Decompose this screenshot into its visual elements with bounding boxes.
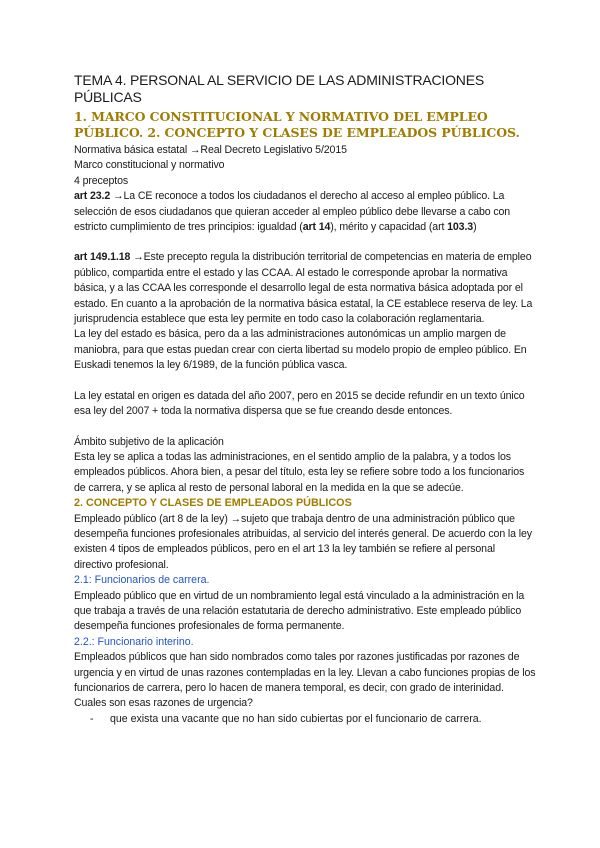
- article-ref: art 23.2: [74, 190, 111, 203]
- paragraph-funcionarios-carrera: Empleado público que en virtud de un nombramiento legal está vinculado a la administración en la que trabaja a través de una relación estatutaria de derecho administrativo. Este empleado público desempeña funciones profesionales de forma permanente.: [74, 589, 525, 633]
- paragraph-text: ): [473, 221, 477, 234]
- article-ref: art 14: [302, 221, 331, 234]
- paragraph-ley-basica: La ley del estado es básica, pero da a las administraciones autonómicas un amplio margen de maniobra, para que estas puedan crear con cierta libertad su modelo propio de empleo público. En Euskadi tenemos la ley 6/1989, de la función pública vasca.: [74, 328, 527, 372]
- spacer: [74, 235, 536, 250]
- paragraph-ambito: Esta ley se aplica a todas las administraciones, en el sentido amplio de la palabra, y a todos los empleados públicos. Ahora bien, a pesar del título, esta ley se refiere sobre todo a los funcionarios de carrera, y se aplica al resto de personal laboral en la medida en la que se adecúe.: [74, 450, 525, 494]
- article-ref: art 149.1.18: [74, 251, 131, 264]
- ambito-title: Ámbito subjetivo de la aplicación: [74, 435, 224, 448]
- subheading-2-1: 2.1: Funcionarios de carrera.: [74, 574, 210, 587]
- list-item: [74, 712, 536, 727]
- subheading-2-2: 2.2.: Funcionario interino.: [74, 635, 194, 648]
- paragraph-empleado-publico: Empleado público (art 8 de la ley) →sujeto que trabaja dentro de una administración público que desempeña funciones profesionales atribuidas, al servicio del interés general. De acuerdo con la ley existen 4 tipos de empleados públicos, pero en el art 13 la ley también se refiere al personal directivo profesional.: [74, 512, 532, 571]
- question-line: Cuales son esas razones de urgencia?: [74, 697, 253, 710]
- paragraph-refundir: La ley estatal en origen es datada del año 2007, pero en 2015 se decide refundir en un texto único esa ley del 2007 + toda la normativa dispersa que se fue creando desde entonces.: [74, 389, 525, 418]
- paragraph-text: →La CE reconoce a todos los ciudadanos el derecho al acceso al empleo público. La selección de esos ciudadanos que quieran acceder al empleo público debe llevarse a cabo con estricto cumplimiento de tres principios: igualdad (: [74, 190, 511, 234]
- section-heading-1: 1. MARCO CONSTITUCIONAL Y NORMATIVO DEL EMPLEO PÚBLICO. 2. CONCEPTO Y CLASES DE EMPLEADOS PÚBLICOS.: [74, 109, 520, 140]
- list-item-text: que exista una vacante que no han sido cubiertas por el funcionario de carrera.: [110, 712, 482, 725]
- paragraph-text: ), mérito y capacidad (art: [330, 221, 448, 234]
- paragraph-art-149: [74, 250, 536, 327]
- article-ref: 103.3: [447, 221, 474, 234]
- intro-line: 4 preceptos: [74, 174, 129, 187]
- spacer: [74, 420, 536, 435]
- intro-line: Marco constitucional y normativo: [74, 159, 225, 172]
- spacer: [74, 374, 536, 389]
- paragraph-art-23: [74, 189, 536, 235]
- intro-line: Normativa básica estatal →Real Decreto Legislativo 5/2015: [74, 144, 347, 156]
- document-content: [74, 72, 536, 727]
- bullet-dash: -: [90, 712, 94, 725]
- paragraph-text: →Este precepto regula la distribución territorial de competencias en materia de empleo público, compartida entre el estado y las CCAA. Al estado le corresponde aprobar la normativa básica, y a las CCAA les corresponde el desarrollo legal de esta normativa básica adoptada por el estado. En cuanto a la aprobación de la normativa básica estatal, la CE establece reserva de ley. La jurisprudencia establece que esta ley permite en todo caso la colaboración reglamentaria.: [74, 251, 533, 326]
- section-heading-2: 2. CONCEPTO Y CLASES DE EMPLEADOS PÚBLICOS: [74, 497, 352, 510]
- paragraph-funcionario-interino: Empleados públicos que han sido nombrados como tales por razones justificadas por razones de urgencia y en virtud de unas razones contempladas en la ley. Llevan a cabo funciones propias de los funcionarios de carrera, pero lo hacen de manera temporal, es decir, con grado de interinidad.: [74, 651, 536, 694]
- document-title: TEMA 4. PERSONAL AL SERVICIO DE LAS ADMINISTRACIONES PÚBLICAS: [74, 72, 484, 105]
